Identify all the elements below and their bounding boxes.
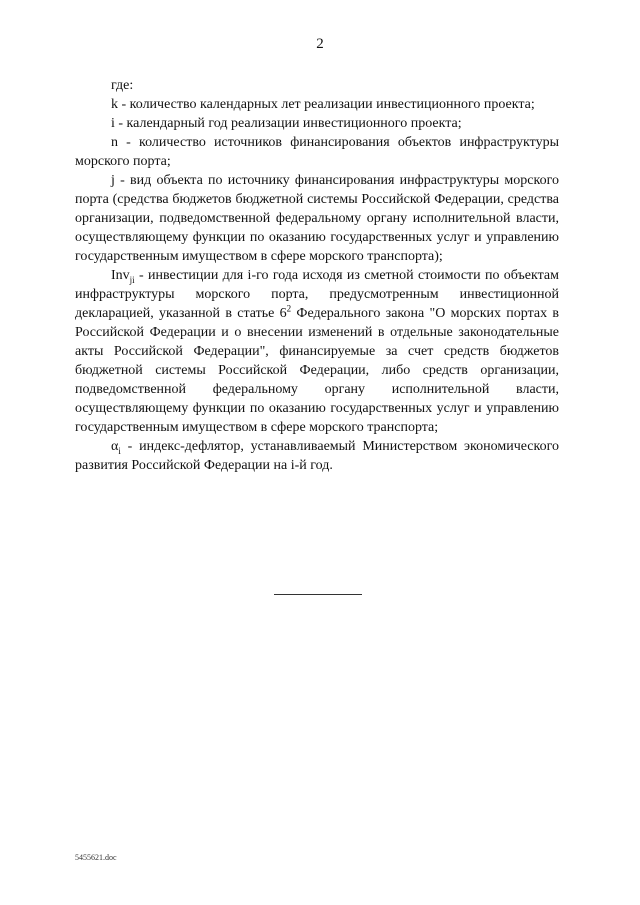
definition-i-text: - календарный год реализации инвестиционного проекта;: [114, 116, 462, 131]
document-body: [75, 76, 559, 475]
definition-alpha: [75, 437, 559, 475]
symbol-n: n: [111, 135, 118, 150]
page-number: 2: [316, 36, 324, 52]
definition-alpha-text: - индекс-дефлятор, устанавливаемый Министерством экономического развития Российской Федерации на i-й год.: [75, 439, 559, 473]
definition-i: [75, 114, 559, 133]
definition-n-text: - количество источников финансирования объектов инфраструктуры морского порта;: [75, 135, 559, 169]
definition-k: [75, 95, 559, 114]
definition-inv-text-1: - инвестиции для i-го года исходя из сметной стоимости по объектам инфраструктуры морского порта, предусмотренным инвестиционной декларацией, указанной в статье 6: [75, 268, 559, 321]
symbol-i: i: [111, 116, 115, 131]
symbol-inv: Inv: [111, 268, 130, 283]
definition-j-text: - вид объекта по источнику финансирования инфраструктуры морского порта (средства бюджетов бюджетной системы Российской Федерации, средства организации, подведомственной федеральному органу исполнительной власти, осуществляющему функции по оказанию государственных услуг и управлению государственным имуществом в сфере морского транспорта);: [75, 173, 559, 264]
definition-inv-text-2: Федерального закона "О морских портах в Российской Федерации и о внесении изменений в отдельные законодательные акты Российской Федерации", финансируемые за счет средств бюджетов бюджетной системы Российской Федерации, либо средств организации, подведомственной федеральному органу исполнительной власти, осуществляющему функции по оказанию государственных услуг и управлению государственным имуществом в сфере морского транспорта;: [75, 306, 559, 435]
definition-j: [75, 171, 559, 266]
where-intro: где:: [111, 78, 134, 93]
symbol-alpha-subscript: i: [118, 445, 121, 456]
end-separator-line: [274, 594, 362, 595]
definition-n: [75, 133, 559, 171]
definition-k-text: - количество календарных лет реализации инвестиционного проекта;: [118, 97, 535, 112]
footer-document-code: 5455621.doc: [75, 853, 117, 862]
symbol-j: j: [111, 173, 115, 188]
symbol-k: k: [111, 97, 118, 112]
definition-inv: [75, 266, 559, 437]
symbol-alpha: α: [111, 439, 119, 454]
article-superscript: 2: [286, 303, 292, 314]
symbol-inv-subscript: ji: [129, 274, 135, 285]
